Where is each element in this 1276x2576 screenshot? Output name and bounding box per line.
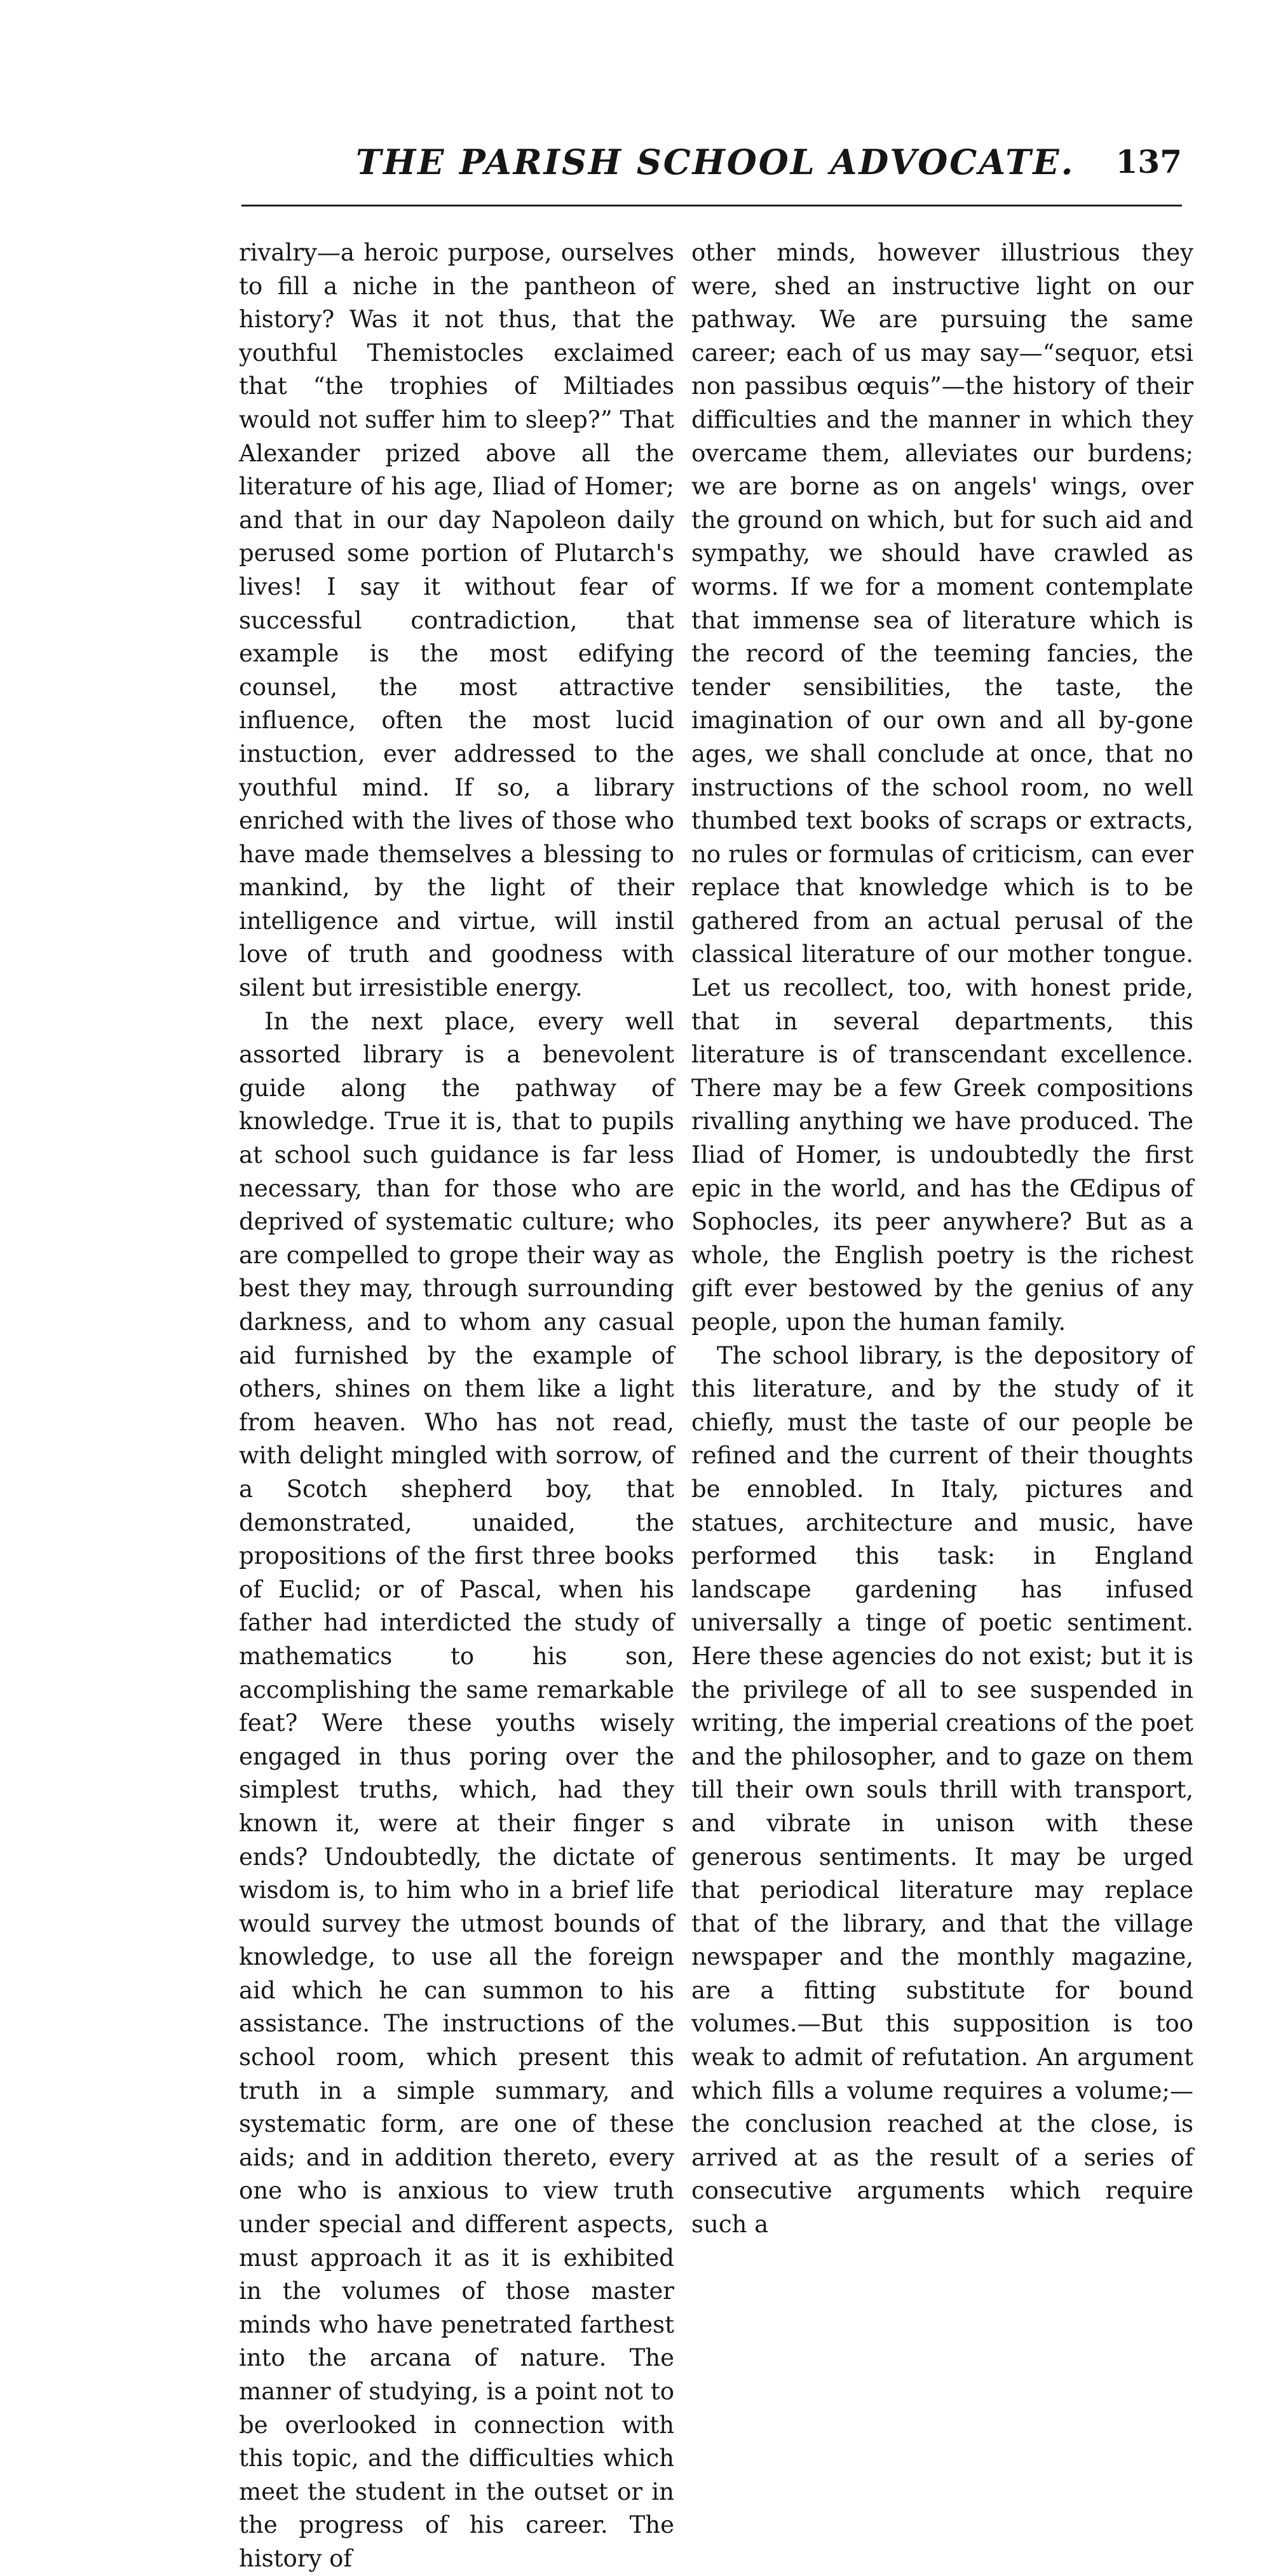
page-number: 137 [1115, 143, 1182, 180]
paragraph: other minds, however illustrious they were, shed an instructive light on our pathway. We are pursuing the same career; each of us may say—“sequor, etsi non passibus œquis”—the history of their difficulties and the manner in which they overcame them, alleviates our burdens; we are borne as on angels' wings, over the ground on which, but for such aid and sympathy, we should have crawled as worms. If we for a moment contemplate that immense sea of literature which is the record of the teeming fancies, the tender sensibilities, the taste, the imagination of our own and all by-gone ages, we shall conclude at once, that no instructions of the school room, no well thumbed text books of scraps or extracts, no rules or formulas of criticism, can ever replace that knowledge which is to be gathered from an actual perusal of the classical literature of our mother tongue. Let us recollect, too, with honest pride, that in several departments, this literature is of transcendant excellence. There may be a few Greek compositions rivalling anything we have produced. The Iliad of Homer, is undoubtedly the first epic in the world, and has the Œdipus of Sophocles, its peer anywhere? But as a whole, the English poetry is the richest gift ever bestowed by the genius of any people, upon the human family. [691, 239, 1193, 1336]
paragraph: rivalry—a heroic purpose, ourselves to fill a niche in the pantheon of history? Was it not thus, that the youthful Themistocles exclaimed that “the trophies of Miltiades would not suffer him to sleep?” That Alexander prized above all the literature of his age, Iliad of Homer; and that in our day Napoleon daily perused some portion of Plutarch's lives! I say it without fear of successful contradiction, that example is the most edifying counsel, the most attractive influence, often the most lucid instuction, ever addressed to the youthful mind. If so, a library enriched with the lives of those who have made themselves a blessing to mankind, by the light of their intelligence and virtue, will instil love of truth and goodness with silent but irresistible energy. [239, 239, 674, 1002]
left-column [239, 236, 674, 2576]
running-title: THE PARISH SCHOOL ADVOCATE. [356, 142, 1075, 182]
header-rule [241, 205, 1182, 207]
paragraph: The school library, is the depository of this literature, and by the study of it chiefly, must the taste of our people be refined and the current of their thoughts be ennobled. In Italy, pictures and statues, architecture and music, have performed this task: in England landscape gardening has infused universally a tinge of poetic sentiment. Here these agencies do not exist; but it is the privilege of all to see suspended in writing, the imperial creations of the poet and the philosopher, and to gaze on them till their own souls thrill with transport, and vibrate in unison with these generous sentiments. It may be urged that periodical literature may replace that of the library, and that the village newspaper and the monthly magazine, are a fitting substitute for bound volumes.—But this supposition is too weak to admit of refutation. An argument which fills a volume requires a volume;—the conclusion reached at the close, is arrived at as the result of a series of consecutive arguments which require such a [691, 1341, 1193, 2239]
paragraph: In the next place, every well assorted library is a benevolent guide along the pathway of knowledge. True it is, that to pupils at school such guidance is far less necessary, than for those who are deprived of systematic culture; who are compelled to grope their way as best they may, through surrounding darkness, and to whom any casual aid furnished by the example of others, shines on them like a light from heaven. Who has not read, with delight mingled with sorrow, of a Scotch shepherd boy, that demonstrated, unaided, the propositions of the first three books of Euclid; or of Pascal, when his father had interdicted the study of mathematics to his son, accomplishing the same remarkable feat? Were these youths wisely engaged in thus poring over the simplest truths, which, had they known it, were at their finger s ends? Undoubtedly, the dictate of wisdom is, to him who in a brief life would survey the utmost bounds of knowledge, to use all the foreign aid which he can summon to his assistance. The instructions of the school room, which present this truth in a simple summary, and systematic form, are one of these aids; and in addition thereto, every one who is anxious to view truth under special and different aspects, must approach it as it is exhibited in the volumes of those master minds who have penetrated farthest into the arcana of nature. The manner of studying, is a point not to be overlooked in connection with this topic, and the difficulties which meet the student in the outset or in the progress of his career. The history of [239, 1007, 674, 2572]
right-column [691, 236, 1193, 2242]
running-head [229, 137, 1182, 194]
